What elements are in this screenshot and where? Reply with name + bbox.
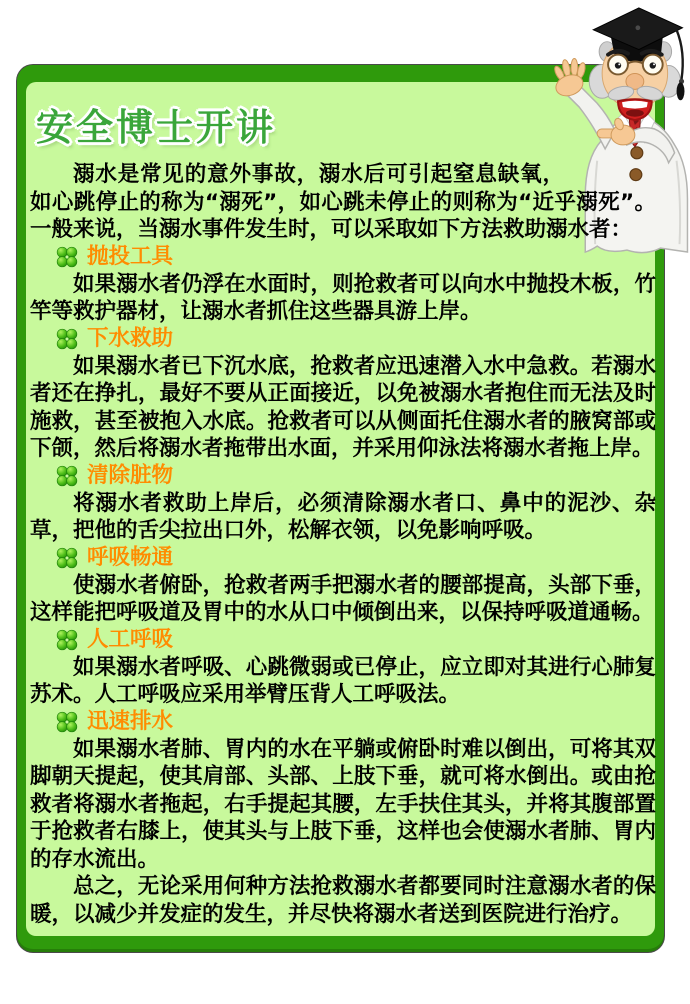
section-body: 如果溺水者已下沉水底，抢救者应迅速潜入水中急救。若溺水者还在挣扎，最好不要从正面接近，以免被溺水者抱住而无法及时施救，甚至被抱入水底。抢救者可以从侧面托住溺水者的腋窝部或下颌，然后将溺水者拖带出水面，并采用仰泳法将溺水者拖上岸。 [30,353,656,461]
section-heading [56,326,656,353]
clover-icon [56,711,78,733]
section-body: 使溺水者俯卧，抢救者两手把溺水者的腰部提高，头部下垂，这样能把呼吸道及胃中的水从口中倾倒出来，以保持呼吸道通畅。 [30,572,656,625]
clover-icon [56,547,78,569]
section-heading [56,463,656,490]
section-body: 将溺水者救助上岸后，必须清除溺水者口、鼻中的泥沙、杂草，把他的舌尖拉出口外，松解衣领，以免影响呼吸。 [30,490,656,543]
section-title: 迅速排水 [87,709,174,735]
rescue-method-section [30,545,656,627]
sections [30,244,656,874]
rescue-method-section [30,709,656,874]
section-heading [56,545,656,572]
clover-icon [56,629,78,651]
section-title: 呼吸畅通 [87,545,174,571]
section-title: 人工呼吸 [87,627,174,653]
section-heading [56,244,656,271]
clover-icon [56,465,78,487]
clover-icon [56,328,78,350]
rescue-method-section [30,326,656,463]
section-title: 清除脏物 [87,463,174,489]
section-title: 下水救助 [87,326,174,352]
rescue-method-section [30,244,656,326]
article-content [30,161,656,928]
page-title: 安全博士开讲 [36,106,276,149]
intro-text: 溺水是常见的意外事故，溺水后可引起窒息缺氧，如心跳停止的称为“溺死”，如心跳未停止的则称为“近乎溺死”。一般来说，当溺水事件发生时，可以采取如下方法救助溺水者： [30,162,656,242]
conclusion-paragraph: 总之，无论采用何种方法抢救溺水者都要同时注意溺水者的保暖，以减少并发症的发生，并尽快将溺水者送到医院进行治疗。 [30,874,656,927]
section-heading [56,709,656,736]
section-heading [56,627,656,654]
mascot-button [631,147,643,159]
intro-paragraph [30,161,656,244]
section-title: 抛投工具 [87,244,174,270]
section-body: 如果溺水者仍浮在水面时，则抢救者可以向水中抛投木板，竹竿等救护器材，让溺水者抓住这些器具游上岸。 [30,271,656,324]
section-body: 如果溺水者呼吸、心跳微弱或已停止，应立即对其进行心肺复苏术。人工呼吸应采用举臂压背人工呼吸法。 [30,654,656,707]
section-body: 如果溺水者肺、胃内的水在平躺或俯卧时难以倒出，可将其双脚朝天提起，使其肩部、头部、上肢下垂，就可将水倒出。或由抢救者将溺水者拖起，右手提起其腰，左手扶住其头，并将其腹部置于抢救者右膝上，使其头与上肢下垂，这样也会使溺水者肺、胃内的存水流出。 [30,736,656,872]
rescue-method-section [30,627,656,709]
clover-icon [56,246,78,268]
mascot-text-wrap-spacer [564,161,656,185]
rescue-method-section [30,463,656,545]
mascot-tassel [677,82,685,100]
